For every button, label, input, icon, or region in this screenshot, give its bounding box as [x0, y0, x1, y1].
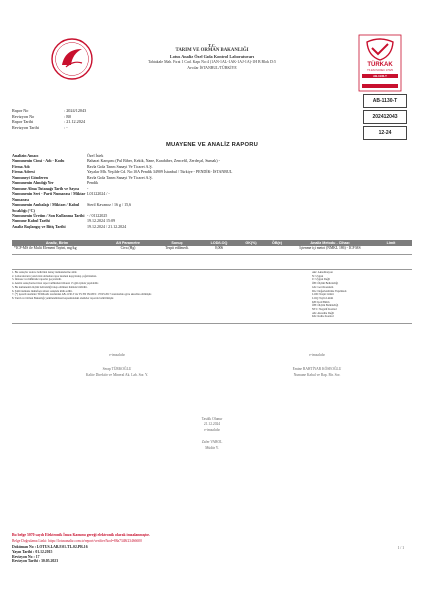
results-header-cell: Analiz Metodu - Cihazı: [290, 240, 370, 246]
meta-value: : 2024/12043: [64, 108, 87, 113]
header-lab-name: Lotus Analiz Özel Gıda Kontrol Laboratuvarı: [169, 54, 255, 59]
turkak-standard: TS EN ISO/IEC 17025: [367, 69, 393, 72]
report-notes: [12, 271, 302, 301]
header-address-line2: Avcılar İSTANBUL/TÜRKİYE: [187, 66, 237, 70]
signature-name: Zafer VAROL: [201, 440, 223, 445]
divider: [12, 269, 412, 270]
table-cell: Civa (Hg): [120, 246, 136, 250]
info-key: Analizin Amacı: [12, 153, 39, 158]
results-table: [12, 240, 412, 255]
abbreviation-item: LOQ: Tayin Limiti: [312, 296, 334, 300]
info-value: 19.12.2024 / 21.12.2024: [87, 223, 127, 229]
table-divider: [12, 253, 412, 254]
info-key: Firma Adı: [12, 163, 30, 169]
info-value: Özel İstek: [87, 153, 104, 158]
table-cell: [370, 246, 412, 253]
abbreviation-item: Akr: Akreditasyon: [312, 271, 333, 274]
info-row: [12, 191, 412, 202]
signature-center: [137, 417, 287, 451]
meta-key: Revizyon No: [12, 113, 35, 119]
abbreviation-item: NTC: Negatif Kontrol: [312, 308, 337, 312]
results-header-cell: Analiz, Birim: [12, 240, 102, 246]
revision-number: Revizyon No : 17: [12, 554, 40, 559]
note-item: 3. İmzasız ve mühürsüz raporlar geçersizdir.: [12, 278, 62, 282]
header-tc: T.C.: [208, 43, 216, 48]
note-item: 8. Tarım ve Orman Bakanlığı yetkilendirmesi kapsamındaki analizler raporda belirtilmiştir.: [12, 296, 114, 300]
header-address-line1: Tahtakale Mah. Fırat 1 Cad. Kapı No:4 (1AN-1AL-1AK-1AJ-1A)-1H B Blok D:5: [148, 60, 276, 64]
meta-row: [12, 125, 134, 131]
abbreviation-item: DG: Değerlendirme Yapılmadı: [312, 289, 347, 293]
ministry-logo-icon: [50, 37, 94, 81]
note-item: 6. Şahit numune muhafaza süresi sonunda imha edilir.: [12, 289, 73, 293]
info-key: Numunenin Alındığı Yer: [12, 180, 54, 186]
info-key: Analiz Başlangıç ve Bitiş Tarihi: [12, 223, 66, 229]
verification-link[interactable]: Belge Doğrulama Linki: https://lotusanaliz.com.tr/report/verifier?kod=88a7348f23466600: [12, 539, 142, 543]
accreditation-code-box: AB-1130-T: [363, 94, 407, 108]
document-number: Doküman No : LOTUS.LAB.F.01.TL.02.PR.16: [12, 545, 88, 549]
signature-name: Serap TÜRKOĞLU: [102, 367, 132, 371]
info-value: Baharat Karışımı (Pul Biber, Kekik, Nane, Karabiber, Zencefil, Zerdeçal, Sumak) -: [87, 158, 220, 164]
abbreviation-item: U: Uygun Değil: [312, 278, 331, 282]
abbreviation-item: ÖH: Ölçüm Belirsizliği: [312, 304, 339, 308]
publish-date: Yayın Tarihi : 01.12.2015: [12, 549, 53, 554]
e-signature-notice: Bu belge 5070 sayılı Elektronik İmza Kanunu gereği elektronik olarak imzalanmıştır.: [12, 533, 150, 537]
signature-left: [42, 352, 192, 378]
abbreviation-item: ÖB: Ölçüm Belirsizliği: [312, 282, 339, 286]
report-month-box: 12-24: [363, 126, 407, 140]
info-key: Numunenin Cinsi - Adı - Kodu: [12, 158, 65, 164]
signature-name: Emine BAHTİYAR KÖSEOĞLU: [292, 367, 342, 371]
signature-status: e-imzalıdır: [309, 353, 325, 357]
info-value: L01122024 / -: [87, 191, 110, 197]
info-key: Numune Alma Tutanağı Tarih ve Sayısı: [12, 185, 80, 191]
meta-value: : R0: [64, 113, 72, 119]
table-cell: *ICP-MS ile Multi Element Tayini, mg/kg: [14, 246, 77, 250]
results-header-cell: ÖB(±): [264, 240, 290, 246]
table-row: [12, 246, 412, 253]
abbreviation-item: KB: Kob/Birim: [312, 300, 330, 304]
info-value: -: [87, 185, 89, 191]
info-value: - / 01122025: [87, 212, 108, 218]
info-key: Numuneyi Gönderen: [12, 174, 48, 180]
table-cell: [238, 246, 264, 253]
info-value: Ravla Gıda Tarım Sanayi Ve Ticaret A.Ş.: [87, 163, 153, 169]
table-cell: İçtenme içi metot (NMKL 186) - ICP MS: [299, 246, 361, 250]
meta-key: Rapor No: [12, 108, 29, 113]
table-cell: Tespit edilmedi.: [165, 246, 189, 250]
table-cell: 0,006: [214, 246, 224, 250]
abbreviation-item: N: Uygun: [312, 274, 324, 278]
info-value: Ravla Gıda Tarım Sanayi Ve Ticaret A.Ş.: [87, 174, 153, 180]
report-meta: [12, 108, 134, 130]
info-key: Numune Kabul Tarihi: [12, 218, 50, 224]
table-cell: [264, 246, 290, 253]
results-header-cell: Sonuç: [154, 240, 200, 246]
results-header-cell: Alt Parametre: [102, 240, 154, 246]
report-title: MUAYENE VE ANALİZ RAPORU: [166, 142, 258, 148]
abbreviation-item: AK: Akredite Değil: [312, 311, 335, 315]
abbreviation-item: GK: Geri Kazanım: [312, 285, 334, 289]
page-number: 1 / 1: [397, 546, 404, 550]
note-item: 7. (*) işaretli analizler TÜRKAK tarafından AB-1130-T ile TS EN ISO/IEC 17025:2017 standardına göre akredite edilmiştir.: [12, 293, 152, 297]
signature-title: Müdür Y.: [205, 445, 219, 450]
abbreviation-item: LOD: Tespit Limiti: [312, 293, 334, 297]
abbreviation-list: [312, 271, 412, 319]
abbreviation-item: KK: Kalite Kontrol: [312, 315, 334, 319]
info-value: Steril Kavanoz / 16 g / 15,6: [87, 202, 132, 208]
note-item: 4. Analiz sonuçlarına itiraz rapor tarihinden itibaren 15 gün içinde yapılabilir.: [12, 282, 99, 286]
results-header-cell: Limit: [370, 240, 412, 246]
info-key: Numunenin Seri - Parti Numarası / Miktar Numarası: [12, 191, 86, 202]
note-item: 1. Bu sonuçlar sadece belirtilen deney numunelerine aittir.: [12, 271, 78, 274]
signature-status: e-imzalıdır: [109, 353, 125, 357]
note-item: 5. Bu numunenin ölçüm belirsizliği talep edilmesi halinde bildirilir.: [12, 285, 88, 289]
divider: [12, 323, 412, 324]
meta-value: : -: [64, 124, 68, 130]
info-value: 19.12.2024 15:09: [87, 218, 116, 224]
signature-title: Numune Kabul ve Rap. Bir. Sor.: [293, 373, 341, 377]
sample-info: [12, 153, 412, 229]
info-row: [12, 224, 412, 229]
info-row: [12, 202, 412, 213]
note-item: 2. Laboratuvarın yazılı izni olmadan rapor kısmen kopyalanıp çoğaltılamaz.: [12, 274, 97, 278]
meta-value: : 21.12.2024: [64, 119, 86, 124]
info-key: Numunenin Üretim / Son Kullanma Tarihi: [12, 212, 85, 218]
signature-status: e-imzalıdır: [204, 427, 220, 432]
document-info: [12, 545, 88, 564]
results-header-cell: LOD/LOQ: [200, 240, 238, 246]
meta-key: Revizyon Tarihi: [12, 124, 39, 130]
turkak-name: TÜRKAK: [367, 62, 393, 68]
info-value: Pendik: [87, 180, 99, 186]
report-number-box: 202412043: [363, 110, 407, 124]
turkak-code: AB-1130-T: [373, 74, 387, 78]
signature-title: Kalite Direktör ve Mineral Ak. Lab. Sor. Y.: [85, 373, 149, 377]
revision-date: Revizyon Tarihi : 30.05.2023: [12, 559, 59, 564]
info-key: Firma Adresi: [12, 169, 35, 175]
approval-date: 21.12.2024: [203, 422, 221, 427]
approval-label: Tasdik Olunur: [201, 417, 223, 421]
signature-right: [242, 352, 392, 378]
info-key: Numunenin Ambalajı / Miktarı / Kabul Sıcaklığı (°C): [12, 202, 80, 213]
meta-key: Rapor Tarihi: [12, 119, 34, 124]
results-header-cell: GK(%): [238, 240, 264, 246]
info-value: Yayalar Mh. Yeşilde Cd. No:10A Pendik 34909 İstanbul / Türkiye - PENDİK- İSTANBUL: [87, 169, 233, 175]
header-ministry: TARIM VE ORMAN BAKANLIĞI: [175, 48, 249, 53]
